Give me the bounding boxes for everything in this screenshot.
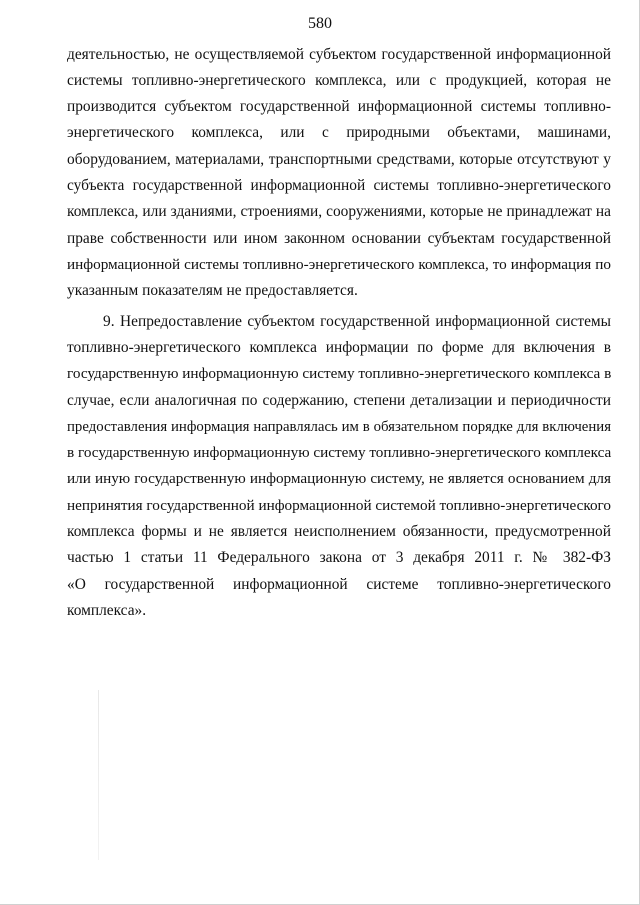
text-line: указанным показателям не предоставляется. bbox=[67, 282, 358, 299]
text-line: энергетического комплекса, или с природными объектами, машинами, bbox=[67, 124, 611, 141]
text-line: производится субъектом государственной информационной системы топливно- bbox=[67, 98, 611, 115]
scan-margin-mark bbox=[98, 690, 99, 860]
text-line: топливно-энергетического комплекса информации по форме для включения в bbox=[67, 339, 611, 356]
text-line: информационной системы топливно-энергетического комплекса, то информация по bbox=[67, 256, 611, 273]
text-line: «О государственной информационной системе топливно-энергетического bbox=[67, 576, 611, 593]
text-line: 9. Непредоставление субъектом государственной информационной системы bbox=[103, 313, 611, 330]
text-line: комплекса, или зданиями, строениями, сооружениями, которые не принадлежат на bbox=[67, 203, 611, 220]
text-line: государственную информационную систему топливно-энергетического комплекса в bbox=[67, 365, 612, 382]
text-line: комплекса формы и не является неисполнением обязанности, предусмотренной bbox=[67, 523, 611, 540]
text-line: непринятия государственной информационной системой топливно-энергетического bbox=[67, 497, 611, 514]
text-line: частью 1 статьи 11 Федерального закона от 3 декабря 2011 г. № 382-ФЗ bbox=[67, 549, 611, 566]
text-line: праве собственности или ином законном основании субъектам государственной bbox=[67, 230, 611, 247]
text-line: или иную государственную информационную систему, не является основанием для bbox=[67, 470, 611, 487]
text-line: в государственную информационную систему топливно-энергетического комплекса bbox=[67, 444, 612, 461]
text-line: системы топливно-энергетического комплекса, или с продукцией, которая не bbox=[67, 72, 611, 89]
text-line: случае, если аналогичная по содержанию, степени детализации и периодичности bbox=[67, 392, 611, 409]
text-line: деятельностью, не осуществляемой субъектом государственной информационной bbox=[67, 46, 611, 63]
page-number: 580 bbox=[308, 15, 332, 32]
text-line: оборудованием, материалами, транспортными средствами, которые отсутствуют у bbox=[67, 151, 611, 168]
text-line: предоставления информация направлялась им в обязательном порядке для включения bbox=[67, 419, 611, 435]
text-line: субъекта государственной информационной системы топливно-энергетического bbox=[67, 177, 611, 194]
text-line: комплекса». bbox=[67, 602, 147, 619]
